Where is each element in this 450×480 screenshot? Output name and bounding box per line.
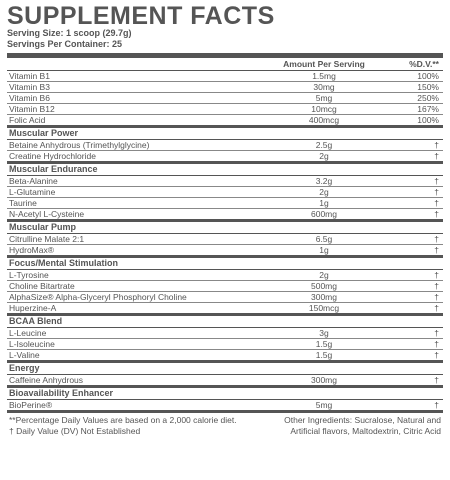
ingredient-row — [7, 234, 443, 245]
ingredient-row — [7, 245, 443, 255]
ingredient-row — [7, 176, 443, 187]
section-title: Muscular Endurance — [7, 164, 443, 176]
ingredient-section — [7, 125, 443, 161]
ingredient-name: Creatine Hydrochloride — [9, 151, 96, 161]
ingredient-name: Betaine Anhydrous (Trimethylglycine) — [9, 140, 150, 150]
ingredient-amount: 1.5g — [315, 350, 333, 360]
ingredient-name: L-Leucine — [9, 328, 47, 338]
ingredient-name: L-Isoleucine — [9, 339, 55, 349]
ingredient-row — [7, 292, 443, 303]
ingredient-name: Taurine — [9, 198, 37, 208]
footnote-dv-basis: **Percentage Daily Values are based on a 2,000 calorie diet. — [9, 415, 237, 425]
ingredient-name: Vitamin B6 — [9, 93, 50, 103]
ingredient-name: Citrulline Malate 2:1 — [9, 234, 85, 244]
ingredient-row — [7, 270, 443, 281]
ingredient-name: L-Tyrosine — [9, 270, 49, 280]
ingredient-row — [7, 281, 443, 292]
ingredient-amount: 6.5g — [315, 234, 333, 244]
ingredient-row — [7, 198, 443, 209]
amount-header: Amount Per Serving — [283, 59, 365, 69]
ingredient-amount: 2.5g — [315, 140, 333, 150]
ingredient-dv: † — [434, 339, 439, 349]
ingredient-name: Caffeine Anhydrous — [9, 375, 84, 385]
ingredient-section — [7, 219, 443, 255]
ingredient-amount: 30mg — [313, 82, 335, 92]
ingredient-dv: † — [434, 270, 439, 280]
ingredient-sections — [7, 125, 443, 410]
ingredient-amount: 1.5g — [315, 339, 333, 349]
ingredient-row — [7, 104, 443, 115]
ingredient-amount: 5mg — [315, 93, 333, 103]
ingredient-section — [7, 360, 443, 385]
ingredient-amount: 1.5mg — [312, 71, 336, 81]
ingredient-dv: 100% — [417, 71, 439, 81]
ingredient-dv: † — [434, 209, 439, 219]
ingredient-amount: 2g — [319, 270, 329, 280]
ingredient-dv: † — [434, 375, 439, 385]
ingredient-dv: † — [434, 151, 439, 161]
ingredient-dv: † — [434, 198, 439, 208]
ingredient-row — [7, 400, 443, 410]
ingredient-name: Folic Acid — [9, 115, 46, 125]
ingredient-row — [7, 328, 443, 339]
servings-per-container: Servings Per Container: 25 — [7, 39, 123, 49]
ingredient-section — [7, 313, 443, 360]
ingredient-row — [7, 350, 443, 360]
ingredient-name: AlphaSize® Alpha-Glyceryl Phosphoryl Choline — [9, 292, 187, 302]
serving-size: Serving Size: 1 scoop (29.7g) — [7, 28, 132, 38]
ingredient-dv: † — [434, 350, 439, 360]
footer-notes — [7, 415, 271, 437]
section-title: Bioavailability Enhancer — [7, 388, 443, 400]
other-ingredients: Other Ingredients: Sucralose, Natural and Artificial flavors, Maltodextrin, Citric Acid — [284, 415, 441, 436]
ingredient-dv: 250% — [417, 93, 439, 103]
ingredient-dv: † — [434, 234, 439, 244]
ingredient-dv: † — [434, 400, 439, 410]
ingredient-section — [7, 255, 443, 313]
ingredient-row — [7, 140, 443, 151]
ingredient-name: Beta-Alanine — [9, 176, 58, 186]
section-title: Muscular Pump — [7, 222, 443, 234]
ingredient-row — [7, 187, 443, 198]
ingredient-row — [7, 151, 443, 161]
ingredient-section — [7, 385, 443, 410]
ingredient-amount: 10mcg — [311, 104, 337, 114]
section-title: Focus/Mental Stimulation — [7, 258, 443, 270]
ingredient-name: L-Glutamine — [9, 187, 56, 197]
ingredient-name: Huperzine-A — [9, 303, 57, 313]
ingredient-amount: 3g — [319, 328, 329, 338]
ingredient-row — [7, 71, 443, 82]
ingredient-amount: 400mcg — [308, 115, 340, 125]
ingredient-amount: 1g — [319, 245, 329, 255]
ingredient-name: HydroMax® — [9, 245, 54, 255]
ingredient-dv: 100% — [417, 115, 439, 125]
ingredient-name: Choline Bitartrate — [9, 281, 75, 291]
ingredient-dv: † — [434, 292, 439, 302]
section-title: Muscular Power — [7, 128, 443, 140]
ingredient-amount: 3.2g — [315, 176, 333, 186]
ingredient-name: Vitamin B3 — [9, 82, 50, 92]
ingredient-amount: 2g — [319, 151, 329, 161]
ingredient-name: N-Acetyl L-Cysteine — [9, 209, 85, 219]
ingredient-dv: † — [434, 328, 439, 338]
ingredient-dv: 167% — [417, 104, 439, 114]
column-header — [7, 58, 443, 71]
ingredient-amount: 1g — [319, 198, 329, 208]
ingredient-dv: † — [434, 245, 439, 255]
vitamins-table — [7, 71, 443, 125]
ingredient-amount: 300mg — [311, 292, 337, 302]
ingredient-name: Vitamin B1 — [9, 71, 50, 81]
ingredient-dv: † — [434, 176, 439, 186]
ingredient-row — [7, 93, 443, 104]
label-title: SUPPLEMENT FACTS — [7, 2, 275, 30]
ingredient-name: L-Valine — [9, 350, 40, 360]
ingredient-amount: 300mg — [311, 375, 337, 385]
section-title: BCAA Blend — [7, 316, 443, 328]
ingredient-name: BioPerine® — [9, 400, 53, 410]
ingredient-amount: 5mg — [315, 400, 333, 410]
ingredient-dv: † — [434, 281, 439, 291]
ingredient-amount: 2g — [319, 187, 329, 197]
ingredient-dv: † — [434, 303, 439, 313]
ingredient-row — [7, 209, 443, 219]
footnote-dv-not-established: † Daily Value (DV) Not Established — [9, 426, 141, 436]
ingredient-row — [7, 82, 443, 93]
ingredient-dv: † — [434, 140, 439, 150]
ingredient-row — [7, 339, 443, 350]
ingredient-amount: 600mg — [311, 209, 337, 219]
ingredient-amount: 500mg — [311, 281, 337, 291]
ingredient-dv: 150% — [417, 82, 439, 92]
ingredient-dv: † — [434, 187, 439, 197]
ingredient-row — [7, 115, 443, 125]
dv-header: %D.V.** — [409, 59, 439, 69]
ingredient-name: Vitamin B12 — [9, 104, 55, 114]
ingredient-row — [7, 303, 443, 313]
supplement-facts-label — [7, 4, 443, 437]
ingredient-amount: 150mcg — [308, 303, 340, 313]
footer — [7, 410, 443, 437]
section-title: Energy — [7, 363, 443, 375]
ingredient-section — [7, 161, 443, 219]
ingredient-row — [7, 375, 443, 385]
